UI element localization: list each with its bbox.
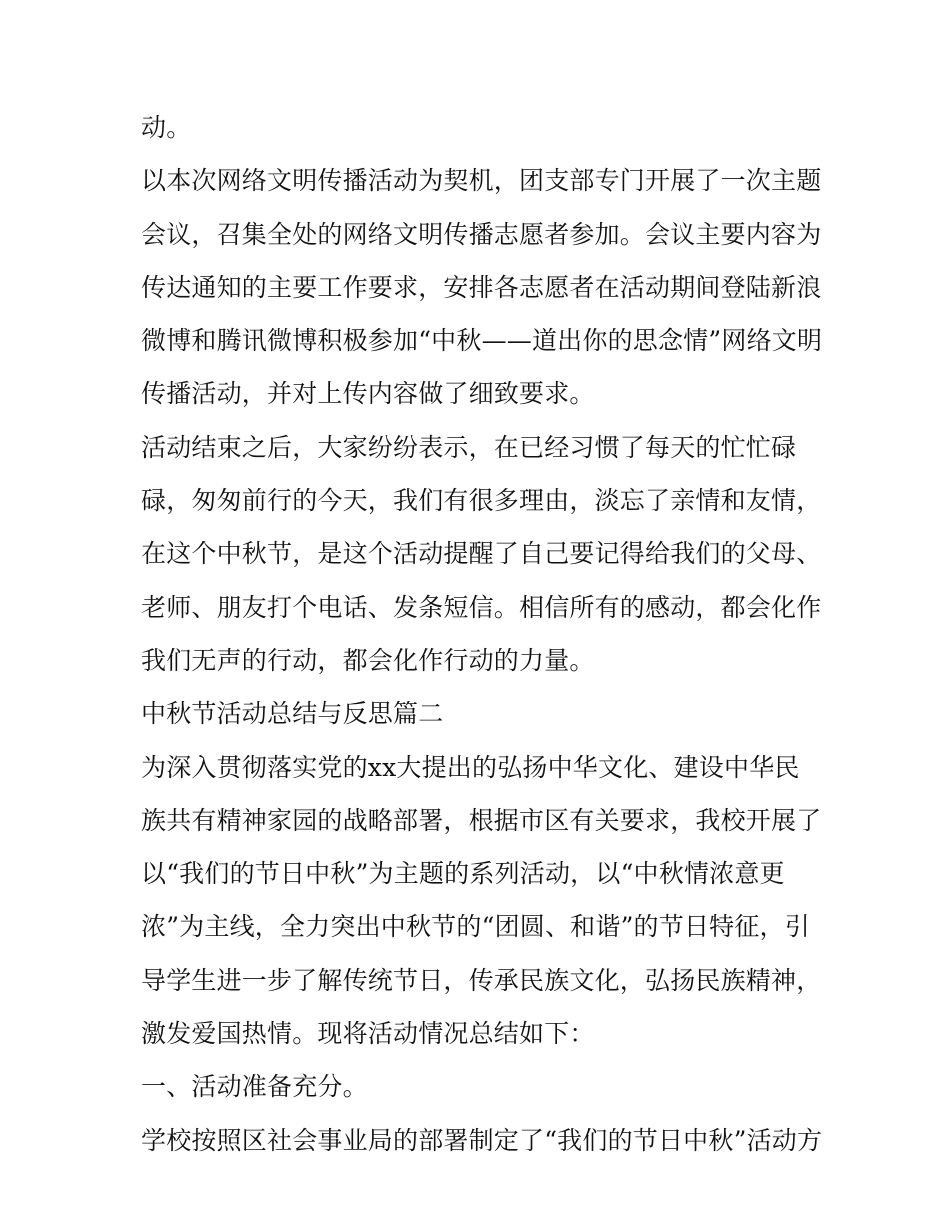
text-line: 传播活动，并对上传内容做了细致要求。 [141, 379, 595, 409]
text-line: 以本次网络文明传播活动为契机，团支部专门开展了一次主题 [141, 166, 822, 196]
text-line: 激发爱国热情。现将活动情况总结如下： [141, 1019, 595, 1049]
document-body [141, 107, 821, 1173]
text-line: 导学生进一步了解传统节日，传承民族文化，弘扬民族精神， [141, 965, 822, 995]
text-line: 浓”为主线，全力突出中秋节的“团圆、和谐”的节日特征，引 [141, 912, 810, 942]
text-line: 传达通知的主要工作要求，安排各志愿者在活动期间登陆新浪 [141, 272, 822, 302]
text-line: 微博和腾讯微博积极参加“中秋——道出你的思念情”网络文明 [141, 326, 823, 356]
text-line: 老师、朋友打个电话、发条短信。相信所有的感动，都会化作 [141, 592, 822, 622]
text-line: 我们无声的行动，都会化作行动的力量。 [141, 645, 595, 675]
text-line: 族共有精神家园的战略部署，根据市区有关要求，我校开展了 [141, 805, 822, 835]
text-line: 动。 [141, 113, 192, 142]
text-line: 为深入贯彻落实党的xx大提出的弘扬中华文化、建设中华民 [141, 752, 800, 782]
text-line: 在这个中秋节，是这个活动提醒了自己要记得给我们的父母、 [141, 539, 822, 569]
text-line: 学校按照区社会事业局的部署制定了“我们的节日中秋”活动方 [141, 1125, 823, 1155]
text-line: 会议，召集全处的网络文明传播志愿者参加。会议主要内容为 [141, 219, 822, 249]
text-line: 活动结束之后，大家纷纷表示，在已经习惯了每天的忙忙碌 [141, 432, 797, 462]
text-line: 以“我们的节日中秋”为主题的系列活动，以“中秋情浓意更 [141, 859, 785, 889]
section-heading: 中秋节活动总结与反思篇二 [141, 699, 444, 729]
text-line: 碌，匆匆前行的今天，我们有很多理由，淡忘了亲情和友情， [141, 486, 822, 516]
subsection-heading: 一、活动准备充分。 [141, 1072, 368, 1102]
